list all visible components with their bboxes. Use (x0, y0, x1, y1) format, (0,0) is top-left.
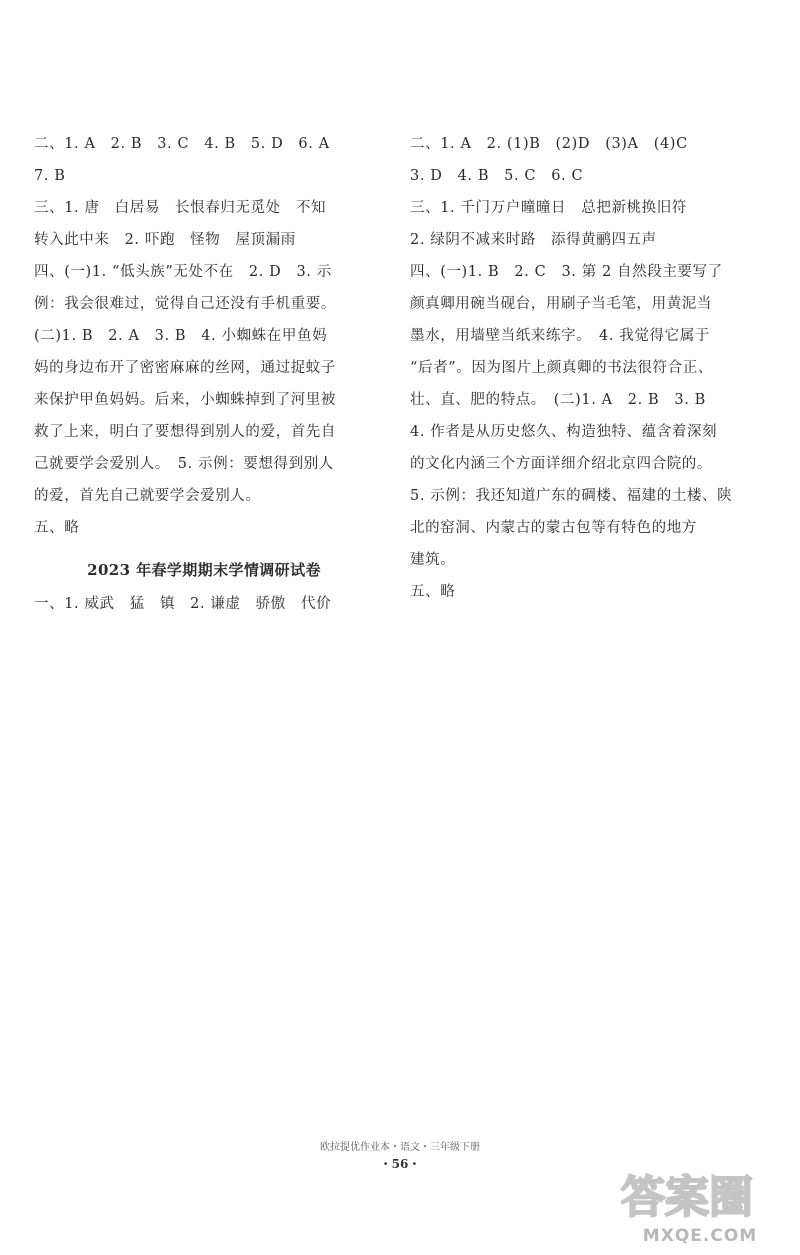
answer-line: 5. 示例：我还知道广东的碉楼、福建的土楼、陕 (410, 488, 733, 504)
left-column (34, 128, 374, 620)
answer-line: 3. D 4. B 5. C 6. C (410, 168, 584, 184)
book-title: 欧拉提优作业本・语文・三年级下册 (320, 1142, 480, 1153)
page-number: ・56・ (379, 1157, 421, 1171)
watermark-logo-text: 答案圈 (621, 1172, 753, 1223)
answer-line: 墨水，用墙壁当纸来练字。 4. 我觉得它属于 (410, 328, 710, 344)
answer-line: 的文化内涵三个方面详细介绍北京四合院的。 (410, 456, 712, 472)
answer-line: 壮、直、肥的特点。 (二)1. A 2. B 3. B (410, 392, 706, 408)
answer-line: 三、1. 千门万户曈曈日 总把新桃换旧符 (410, 200, 687, 216)
answer-line: 建筑。 (410, 552, 456, 568)
answer-line: 二、1. A 2. (1)B (2)D (3)A (4)C (410, 136, 688, 152)
answer-line: 五、略 (410, 584, 456, 600)
answer-line: “后者”。因为图片上颜真卿的书法很符合正、 (410, 360, 713, 376)
section-title: 2023 年春学期期末学情调研试卷 (87, 561, 321, 579)
answer-line: (二)1. B 2. A 3. B 4. 小蜘蛛在甲鱼妈 (34, 328, 328, 344)
watermark-url: MXQE.COM (642, 1226, 758, 1246)
watermark-logo-graphic (615, 1160, 785, 1230)
answer-line: 例：我会很难过，觉得自己还没有手机重要。 (34, 296, 336, 312)
answer-line: 2. 绿阴不减来时路 添得黄鹂四五声 (410, 232, 657, 248)
answer-line: 的爱，首先自己就要学会爱别人。 (34, 488, 261, 504)
right-column (410, 128, 770, 608)
answer-line: 7. B (34, 168, 66, 184)
answer-line: 颜真卿用碗当砚台，用刷子当毛笔，用黄泥当 (410, 296, 712, 312)
answer-line: 来保护甲鱼妈妈。后来，小蜘蛛掉到了河里被 (34, 392, 336, 408)
answer-line: 妈的身边布开了密密麻麻的丝网，通过捉蚊子 (34, 360, 336, 376)
answer-line: 北的窑洞、内蒙古的蒙古包等有特色的地方 (410, 520, 697, 536)
answer-line: 三、1. 唐 白居易 长恨春归无觅处 不知 (34, 200, 327, 216)
answer-line: 四、(一)1. B 2. C 3. 第 2 自然段主要写了 (410, 264, 723, 280)
answer-line: 己就要学会爱别人。 5. 示例：要想得到别人 (34, 456, 334, 472)
watermark-logo (615, 1160, 785, 1250)
answer-line: 五、略 (34, 520, 80, 536)
answer-line: 一、1. 威武 猛 镇 2. 谦虚 骄傲 代价 (34, 596, 332, 612)
answer-line: 转入此中来 2. 吓跑 怪物 屋顶漏雨 (34, 232, 296, 248)
answer-line: 救了上来，明白了要想得到别人的爱，首先自 (34, 424, 336, 440)
answer-line: 二、1. A 2. B 3. C 4. B 5. D 6. A (34, 136, 330, 152)
answer-line: 4. 作者是从历史悠久、构造独特、蕴含着深刻 (410, 424, 718, 440)
answer-line: 四、(一)1. “低头族”无处不在 2. D 3. 示 (34, 264, 332, 280)
